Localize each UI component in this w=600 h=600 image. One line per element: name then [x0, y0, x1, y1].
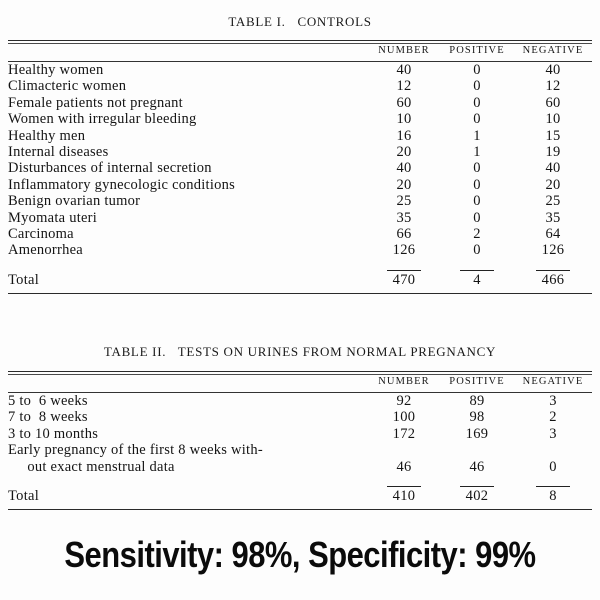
row-number: 60	[396, 94, 412, 111]
row-positive: 0	[473, 160, 481, 177]
table-row	[8, 442, 592, 475]
table-one-total-row	[8, 270, 592, 288]
table-one	[8, 44, 592, 288]
row-label: Healthy men	[8, 127, 86, 144]
table-row	[8, 62, 592, 79]
table-one-title: TABLE I. CONTROLS	[228, 14, 372, 29]
row-positive: 0	[473, 209, 481, 226]
table-one-top-rule	[8, 40, 592, 41]
row-positive: 46	[469, 458, 485, 475]
total-negative: 8	[514, 486, 592, 504]
row-negative: 40	[545, 62, 561, 78]
row-number: 35	[396, 209, 412, 226]
row-label: Benign ovarian tumor	[8, 193, 141, 210]
table-two-header-label	[8, 375, 368, 390]
total-negative: 466	[514, 270, 592, 288]
table-row	[8, 160, 592, 176]
row-negative: 126	[541, 242, 565, 259]
sensitivity-specificity-caption: Sensitivity: 98%, Specificity: 99%	[64, 534, 536, 575]
table-one-header-number: NUMBER	[378, 45, 430, 56]
row-negative: 40	[545, 160, 561, 177]
row-negative: 64	[545, 226, 561, 243]
table-one-total-spacer	[8, 259, 592, 270]
row-positive: 0	[473, 94, 481, 111]
total-number: 410	[368, 486, 440, 504]
row-number: 12	[396, 78, 412, 95]
table-row	[8, 393, 592, 410]
row-negative: 10	[545, 111, 561, 128]
table-two-block	[0, 344, 600, 510]
row-negative: 2	[549, 409, 557, 426]
table-one-header-label	[8, 44, 368, 59]
row-number: 126	[392, 242, 416, 259]
row-negative: 60	[545, 94, 561, 111]
row-label: Myomata uteri	[8, 209, 98, 226]
table-row	[8, 95, 592, 111]
row-number: 25	[396, 193, 412, 210]
row-positive: 1	[473, 127, 481, 144]
row-positive: 0	[473, 111, 481, 128]
row-label: 5 to 6 weeks	[8, 393, 88, 409]
row-positive: 2	[473, 226, 481, 243]
row-label: Disturbances of internal secretion	[8, 160, 212, 177]
row-number: 20	[396, 144, 412, 161]
row-positive: 0	[473, 176, 481, 193]
table-row	[8, 242, 592, 258]
table-one-header-negative: NEGATIVE	[522, 45, 584, 56]
total-number: 470	[368, 270, 440, 288]
table-row	[8, 111, 592, 127]
row-negative: 20	[545, 176, 561, 193]
row-number: 66	[396, 226, 412, 243]
row-number: 92	[396, 393, 412, 409]
row-positive: 0	[473, 242, 481, 259]
table-two-title: TABLE II. TESTS ON URINES FROM NORMAL PREGNANCY	[103, 344, 497, 359]
row-number: 46	[396, 458, 412, 475]
row-negative: 25	[545, 193, 561, 210]
row-number: 16	[396, 127, 412, 144]
row-number: 40	[396, 160, 412, 177]
table-row	[8, 409, 592, 425]
total-label: Total	[8, 488, 40, 505]
row-positive: 98	[469, 409, 485, 426]
table-row	[8, 78, 592, 94]
total-positive: 4	[440, 270, 514, 288]
row-label: Women with irregular bleeding	[8, 111, 197, 128]
table-row	[8, 144, 592, 160]
table-one-header-positive: POSITIVE	[449, 45, 505, 56]
row-label: Internal diseases	[8, 144, 109, 161]
row-label: Inflammatory gynecologic conditions	[8, 176, 236, 193]
row-negative: 19	[545, 144, 561, 161]
row-positive: 0	[473, 78, 481, 95]
row-positive: 0	[473, 62, 481, 78]
table-row	[8, 128, 592, 144]
row-label: Carcinoma	[8, 226, 74, 243]
row-negative: 35	[545, 209, 561, 226]
table-two-top-rule	[8, 371, 592, 372]
row-label: Amenorrhea	[8, 242, 83, 259]
table-two-total-spacer	[8, 475, 592, 486]
row-negative: 3	[549, 393, 557, 409]
table-row	[8, 210, 592, 226]
row-positive: 1	[473, 144, 481, 161]
row-positive: 169	[465, 425, 489, 442]
table-two-header-positive: POSITIVE	[449, 376, 505, 387]
table-row	[8, 193, 592, 209]
table-one-bottom-rule	[8, 293, 592, 294]
row-negative: 3	[549, 425, 557, 442]
table-one-block	[0, 14, 600, 294]
table-two-header-row	[8, 375, 592, 390]
row-number: 10	[396, 111, 412, 128]
row-negative: 12	[545, 78, 561, 95]
row-label: Healthy women	[8, 62, 104, 78]
row-negative: 15	[545, 127, 561, 144]
row-number: 100	[392, 409, 416, 426]
row-number: 40	[396, 62, 412, 78]
row-positive: 89	[469, 393, 485, 409]
table-two-header-number: NUMBER	[378, 376, 430, 387]
row-number: 20	[396, 176, 412, 193]
table-two-total-row	[8, 486, 592, 504]
table-two	[8, 375, 592, 504]
row-label: Climacteric women	[8, 78, 127, 95]
table-row	[8, 226, 592, 242]
row-positive: 0	[473, 193, 481, 210]
table-two-header-negative: NEGATIVE	[522, 376, 584, 387]
table-two-bottom-rule	[8, 509, 592, 510]
row-label: 7 to 8 weeks	[8, 409, 88, 426]
table-row	[8, 426, 592, 442]
row-label: 3 to 10 months	[8, 425, 99, 442]
row-label: Early pregnancy of the first 8 weeks with- out exact menstrual data	[8, 442, 263, 475]
row-number: 172	[392, 425, 416, 442]
table-one-header-row	[8, 44, 592, 59]
table-row	[8, 177, 592, 193]
total-label: Total	[8, 271, 40, 288]
row-negative: 0	[549, 458, 557, 475]
total-positive: 402	[440, 486, 514, 504]
row-label: Female patients not pregnant	[8, 94, 183, 111]
